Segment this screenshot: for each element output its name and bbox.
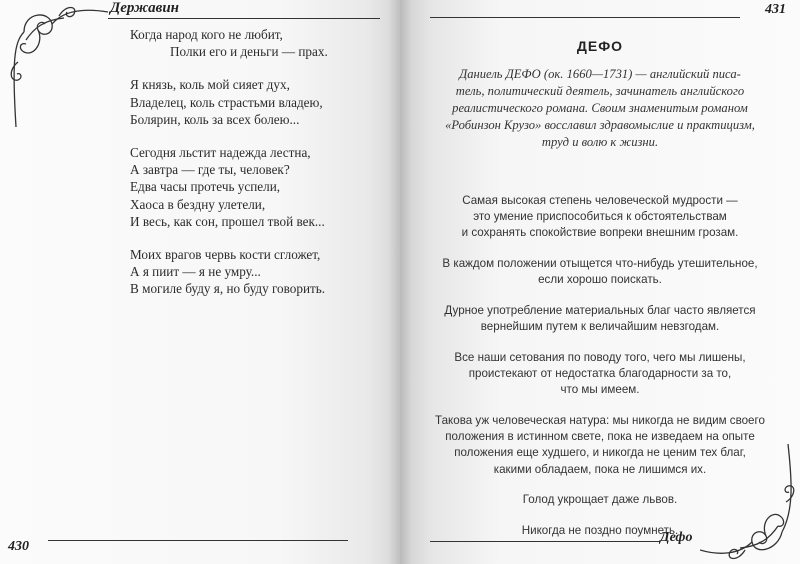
- poem-line: Когда народ кого не любит,: [130, 27, 283, 42]
- quote-line: Все наши сетования по поводу того, чего мы лишены,: [454, 350, 746, 364]
- poem-line: Владелец, коль страстьми владею,: [130, 94, 323, 110]
- quote: [430, 350, 770, 399]
- poem-line: Едва часы протечь успели,: [130, 179, 281, 195]
- page-number: 430: [8, 539, 29, 554]
- poem-line: Моих врагов червь кости сгложет,: [130, 247, 321, 263]
- poem-line: Я князь, коль мой сияет дух,: [130, 77, 290, 93]
- quote-line: какими обладаем, пока не лишимся их.: [493, 462, 707, 476]
- poem-line: В могиле буду я, но буду говорить.: [130, 281, 326, 297]
- quote: [430, 193, 770, 242]
- poem-line: А завтра — где ты, человек?: [130, 162, 290, 178]
- chapter-title: ДЕФО: [576, 38, 624, 54]
- running-head: Державин: [110, 0, 179, 16]
- intro-line: «Робинзон Крузо» восславил здравомыслие и практицизм,: [445, 118, 755, 132]
- poem-stanza: [130, 76, 370, 128]
- poem-line: И весь, как сон, прошел твой век...: [130, 213, 325, 229]
- quote-line: Самая высокая степень человеческой мудрости —: [462, 194, 738, 207]
- poem-line: А я пиит — я не умру...: [130, 264, 261, 280]
- poem-line: Хаоса в бездну улетели,: [130, 196, 266, 212]
- quote-line: что мы имеем.: [560, 383, 640, 397]
- author-intro: [440, 66, 760, 151]
- header-rule: [430, 17, 740, 19]
- quote-line: это умение приспособиться к обстоятельствам: [473, 210, 727, 224]
- footer-rule: [48, 540, 348, 542]
- intro-line: Даниель ДЕФО (ок. 1660—1731) — английский писа-: [459, 67, 741, 81]
- intro-line: труд и волю к жизни.: [541, 135, 659, 149]
- quote: [430, 303, 770, 335]
- quote-line: вернейшим путем к величайшим невзгодам.: [480, 320, 720, 334]
- book-gutter-shadow: [388, 0, 412, 564]
- poem-stanza: [130, 246, 370, 298]
- corner-ornament-top-left: [4, 2, 114, 132]
- running-head: Дефо: [660, 530, 693, 545]
- quote-line: положения еще худшего, и никогда не ценим тех благ,: [454, 446, 746, 460]
- quote-line: Голод укрощает даже львов.: [522, 493, 678, 507]
- quote-line: Такова уж человеческая натура: мы никогда не видим своего: [435, 414, 765, 428]
- poem-line: Болярин, коль за всех болею...: [130, 111, 300, 127]
- quote-line: и сохранять спокойствие вопреки внешним грозам.: [461, 226, 739, 240]
- poem-line: Сегодня льстит надежда лестна,: [130, 145, 311, 161]
- quote-line: проистекают от недостатка благодарности за то,: [468, 367, 732, 381]
- quote-line: Никогда не поздно поумнеть.: [521, 524, 679, 538]
- poem: [130, 26, 370, 314]
- quote-line: В каждом положении отыщется что-нибудь утешительное,: [442, 257, 758, 271]
- page-number: 431: [765, 2, 786, 17]
- quote: [430, 256, 770, 288]
- footer-rule: [430, 541, 660, 543]
- quote-line: положения в истинном свете, пока не изведаем на опыте: [445, 430, 755, 444]
- poem-line: Полки его и деньги — прах.: [170, 44, 328, 60]
- intro-line: реалистического романа. Своим знаменитым романом: [452, 101, 748, 115]
- poem-stanza: [130, 26, 370, 60]
- intro-line: тель, политический деятель, зачинатель английского: [455, 84, 745, 98]
- poem-stanza: [130, 144, 370, 230]
- quote-line: Дурное употребление материальных благ часто является: [444, 304, 756, 318]
- corner-ornament-bottom-right: [700, 440, 800, 564]
- quote-line: если хорошо поискать.: [538, 273, 662, 287]
